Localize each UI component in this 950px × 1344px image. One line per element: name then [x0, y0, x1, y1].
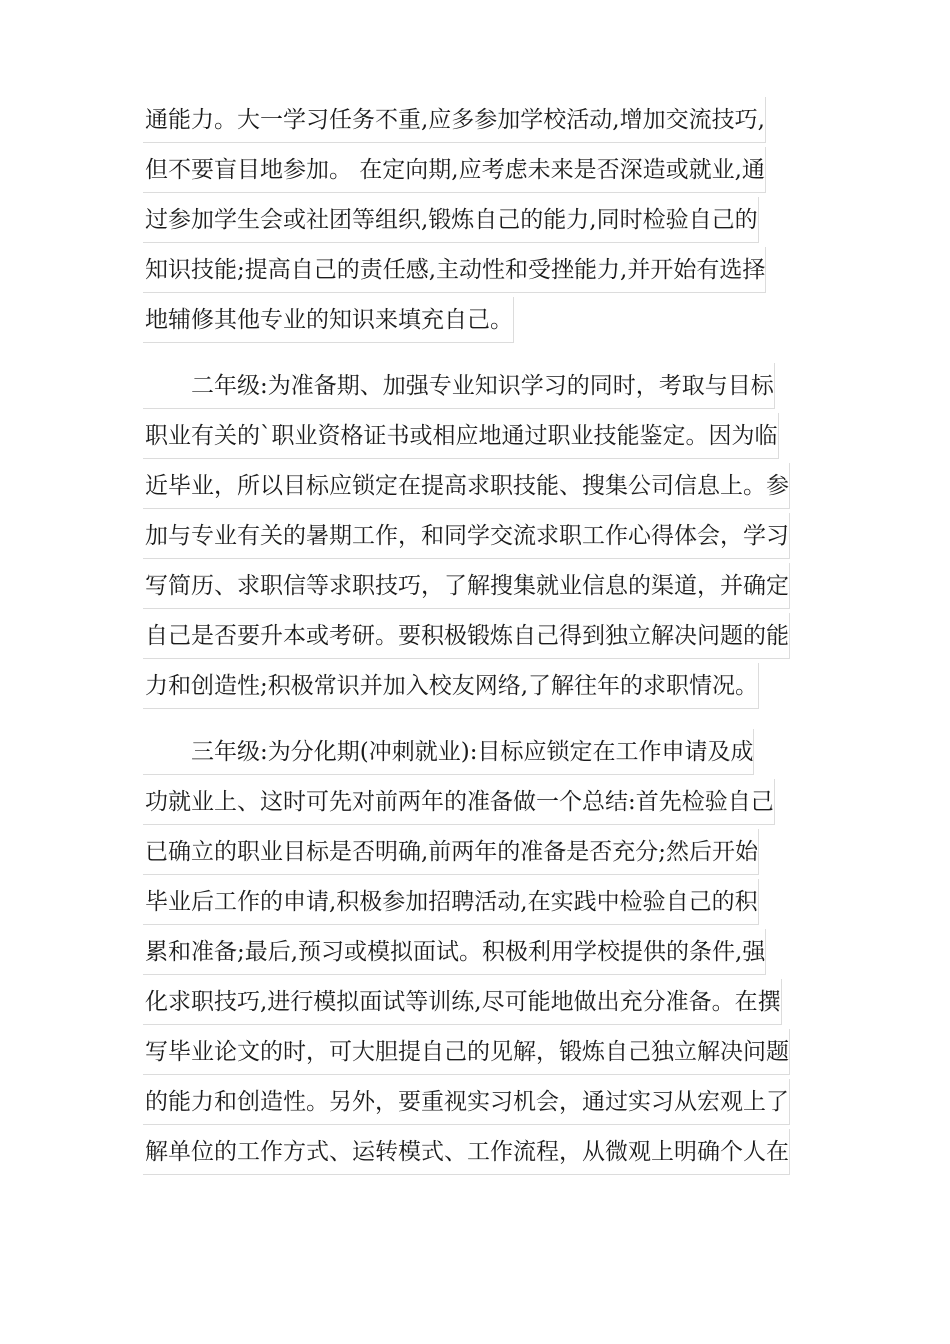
- text-line: 但不要盲目地参加。 在定向期,应考虑未来是否深造或就业,通: [143, 147, 766, 193]
- text-line: 通能力。大一学习任务不重,应多参加学校活动,增加交流技巧,: [143, 97, 766, 143]
- text-line: 力和创造性;积极常识并加入校友网络,了解往年的求职情况。: [143, 663, 759, 709]
- text-line: 功就业上、这时可先对前两年的准备做一个总结:首先检验自己: [143, 779, 775, 825]
- text-line: 已确立的职业目标是否明确,前两年的准备是否充分;然后开始: [143, 829, 759, 875]
- text-line: 毕业后工作的申请,积极参加招聘活动,在实践中检验自己的积: [143, 879, 759, 925]
- text-line: 自己是否要升本或考研。要积极锻炼自己得到独立解决问题的能: [143, 613, 790, 659]
- text-line: 写毕业论文的时，可大胆提自己的见解，锻炼自己独立解决问题: [143, 1029, 790, 1075]
- text-line: 化求职技巧,进行模拟面试等训练,尽可能地做出充分准备。在撰: [143, 979, 782, 1025]
- text-line: 累和准备;最后,预习或模拟面试。积极利用学校提供的条件,强: [143, 929, 766, 975]
- text-line: 地辅修其他专业的知识来填充自己。: [143, 297, 514, 343]
- text-line: 过参加学生会或社团等组织,锻炼自己的能力,同时检验自己的: [143, 197, 759, 243]
- text-line: 写简历、求职信等求职技巧，了解搜集就业信息的渠道，并确定: [143, 563, 790, 609]
- text-line: 知识技能;提高自己的责任感,主动性和受挫能力,并开始有选择: [143, 247, 766, 293]
- paragraph-first-year: [143, 97, 823, 347]
- text-line: 解单位的工作方式、运转模式、工作流程，从微观上明确个人在: [143, 1129, 790, 1175]
- text-line: 的能力和创造性。另外，要重视实习机会，通过实习从宏观上了: [143, 1079, 790, 1125]
- text-line: 三年级:为分化期(冲刺就业):目标应锁定在工作申请及成: [143, 729, 754, 775]
- text-line: 加与专业有关的暑期工作，和同学交流求职工作心得体会，学习: [143, 513, 790, 559]
- text-line: 二年级:为准备期、加强专业知识学习的同时，考取与目标: [143, 363, 775, 409]
- paragraph-third-year: [143, 729, 823, 1179]
- text-line: 职业有关的`职业资格证书或相应地通过职业技能鉴定。因为临: [143, 413, 779, 459]
- text-line: 近毕业，所以目标应锁定在提高求职技能、搜集公司信息上。参: [143, 463, 790, 509]
- paragraph-second-year: [143, 363, 823, 713]
